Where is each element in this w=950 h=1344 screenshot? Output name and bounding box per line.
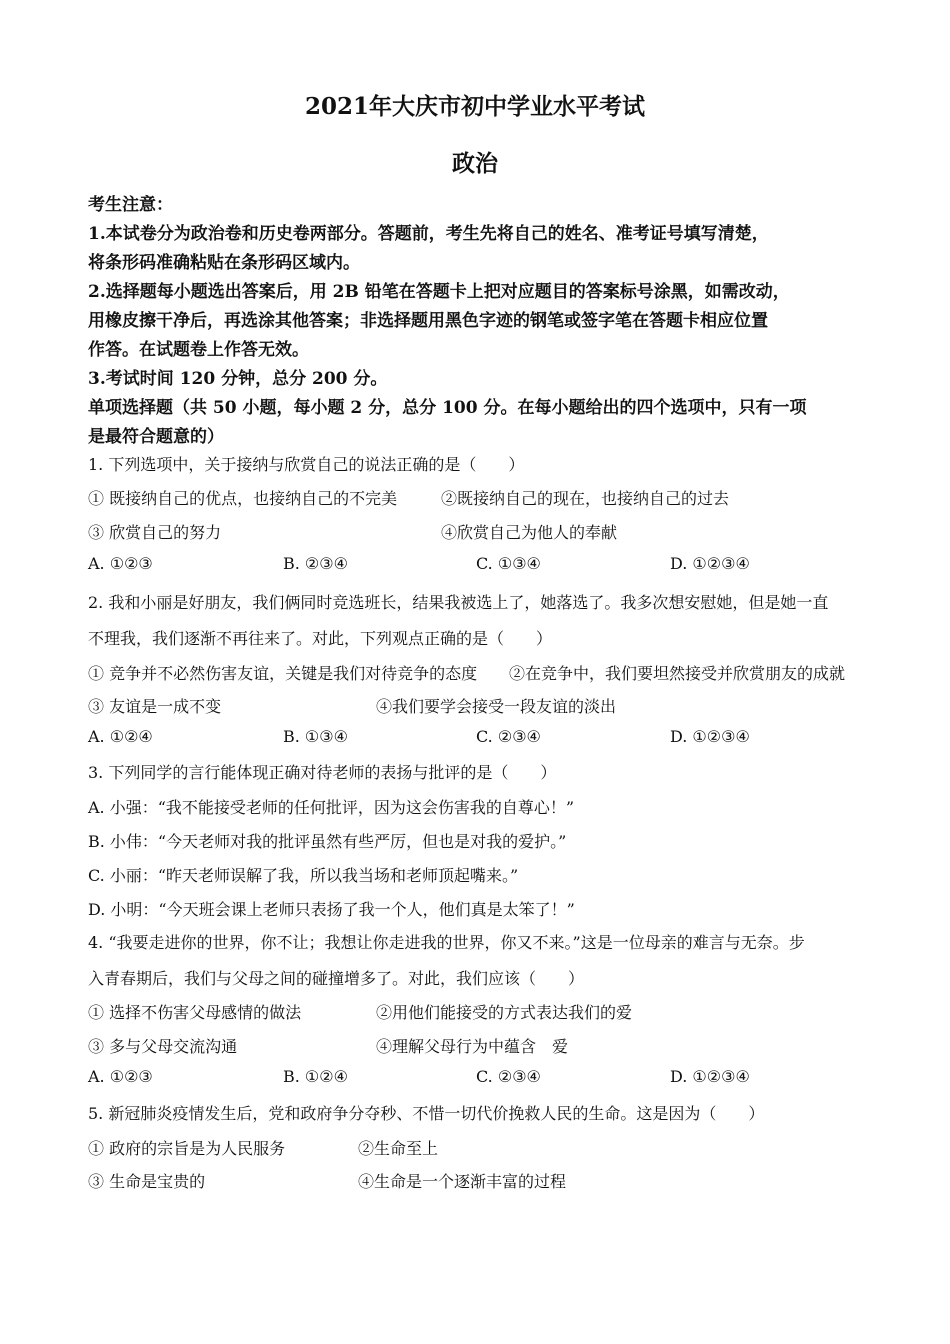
question-stem: 3. 下列同学的言行能体现正确对待老师的表扬与批评的是（ ） bbox=[88, 763, 557, 782]
statement-3: ③ 友谊是一成不变 bbox=[88, 697, 222, 716]
statement-2: ②用他们能接受的方式表达我们的爱 bbox=[376, 1003, 633, 1022]
statement-2: ②生命至上 bbox=[358, 1139, 439, 1158]
notice-line: 1.本试卷分为政治卷和历史卷两部分。答题前，考生先将自己的姓名、准考证号填写清楚， bbox=[88, 224, 769, 244]
statement-3: ③ 生命是宝贵的 bbox=[88, 1172, 206, 1191]
choice-a: A. 小强：“我不能接受老师的任何批评，因为这会伤害我的自尊心！” bbox=[88, 798, 575, 817]
statement-4: ④生命是一个逐渐丰富的过程 bbox=[358, 1172, 567, 1191]
notice-heading: 考生注意： bbox=[88, 195, 173, 215]
choice-b: B. 小伟：“今天老师对我的批评虽然有些严厉，但也是对我的爱护。” bbox=[88, 832, 567, 851]
question-stem: 1. 下列选项中，关于接纳与欣赏自己的说法正确的是（ ） bbox=[88, 455, 525, 474]
choice-c: C. ②③④ bbox=[476, 727, 541, 746]
choice-b: B. ②③④ bbox=[283, 554, 348, 573]
exam-title: 2021年大庆市初中学业水平考试 bbox=[304, 93, 645, 120]
statement-3: ③ 欣赏自己的努力 bbox=[88, 523, 222, 542]
question-stem: 5. 新冠肺炎疫情发生后，党和政府争分夺秒、不惜一切代价挽救人民的生命。这是因为（ ） bbox=[88, 1104, 765, 1123]
choice-a: A. ①②③ bbox=[88, 554, 153, 573]
question-stem: 4. “我要走进你的世界，你不让；我想让你走进我的世界，你又不来。”这是一位母亲的难言与无奈。步 bbox=[88, 933, 805, 952]
exam-subject: 政治 bbox=[452, 150, 498, 177]
choice-b: B. ①②④ bbox=[283, 1067, 348, 1086]
choice-c: C. 小丽：“昨天老师误解了我，所以我当场和老师顶起嘴来。” bbox=[88, 866, 519, 885]
statement-1: ① 既接纳自己的优点，也接纳自己的不完美 bbox=[88, 489, 398, 508]
notice-line: 作答。在试题卷上作答无效。 bbox=[88, 340, 309, 360]
statement-2: ②既接纳自己的现在，也接纳自己的过去 bbox=[441, 489, 730, 508]
choice-b: B. ①③④ bbox=[283, 727, 348, 746]
choice-a: A. ①②③ bbox=[88, 1067, 153, 1086]
notice-line: 2.选择题每小题选出答案后，用 2B 铅笔在答题卡上把对应题目的答案标号涂黑，如需改动， bbox=[88, 282, 790, 302]
statement-4: ④我们要学会接受一段友谊的淡出 bbox=[376, 697, 617, 716]
choice-c: C. ②③④ bbox=[476, 1067, 541, 1086]
question-stem: 2. 我和小丽是好朋友，我们俩同时竞选班长，结果我被选上了，她落选了。我多次想安慰她，但是她一直 bbox=[88, 593, 829, 612]
statement-1: ① 选择不伤害父母感情的做法 bbox=[88, 1003, 302, 1022]
notice-line: 3.考试时间 120 分钟，总分 200 分。 bbox=[88, 369, 388, 389]
notice-line: 将条形码准确粘贴在条形码区域内。 bbox=[88, 253, 360, 273]
question-stem: 不理我，我们逐渐不再往来了。对此，下列观点正确的是（ ） bbox=[88, 629, 553, 648]
choice-a: A. ①②④ bbox=[88, 727, 153, 746]
statement-4: ④欣赏自己为他人的奉献 bbox=[441, 523, 618, 542]
notice-line: 用橡皮擦干净后，再选涂其他答案；非选择题用黑色字迹的钢笔或签字笔在答题卡相应位置 bbox=[88, 311, 768, 331]
choice-d: D. 小明：“今天班会课上老师只表扬了我一个人，他们真是太笨了！” bbox=[88, 900, 575, 919]
section-line: 单项选择题（共 50 小题，每小题 2 分，总分 100 分。在每小题给出的四个选项中，只有一项 bbox=[88, 398, 807, 418]
question-stem: 入青春期后，我们与父母之间的碰撞增多了。对此，我们应该（ ） bbox=[88, 969, 585, 988]
statement-1: ① 政府的宗旨是为人民服务 bbox=[88, 1139, 286, 1158]
choice-d: D. ①②③④ bbox=[670, 1067, 750, 1086]
statement-1: ① 竞争并不必然伤害友谊，关键是我们对待竞争的态度 bbox=[88, 664, 478, 683]
choice-d: D. ①②③④ bbox=[670, 554, 750, 573]
section-line: 是最符合题意的） bbox=[88, 427, 224, 447]
statement-2: ②在竞争中，我们要坦然接受并欣赏朋友的成就 bbox=[509, 664, 846, 683]
statement-3: ③ 多与父母交流沟通 bbox=[88, 1037, 238, 1056]
choice-d: D. ①②③④ bbox=[670, 727, 750, 746]
choice-c: C. ①③④ bbox=[476, 554, 541, 573]
statement-4: ④理解父母行为中蕴含 爱 bbox=[376, 1037, 569, 1056]
